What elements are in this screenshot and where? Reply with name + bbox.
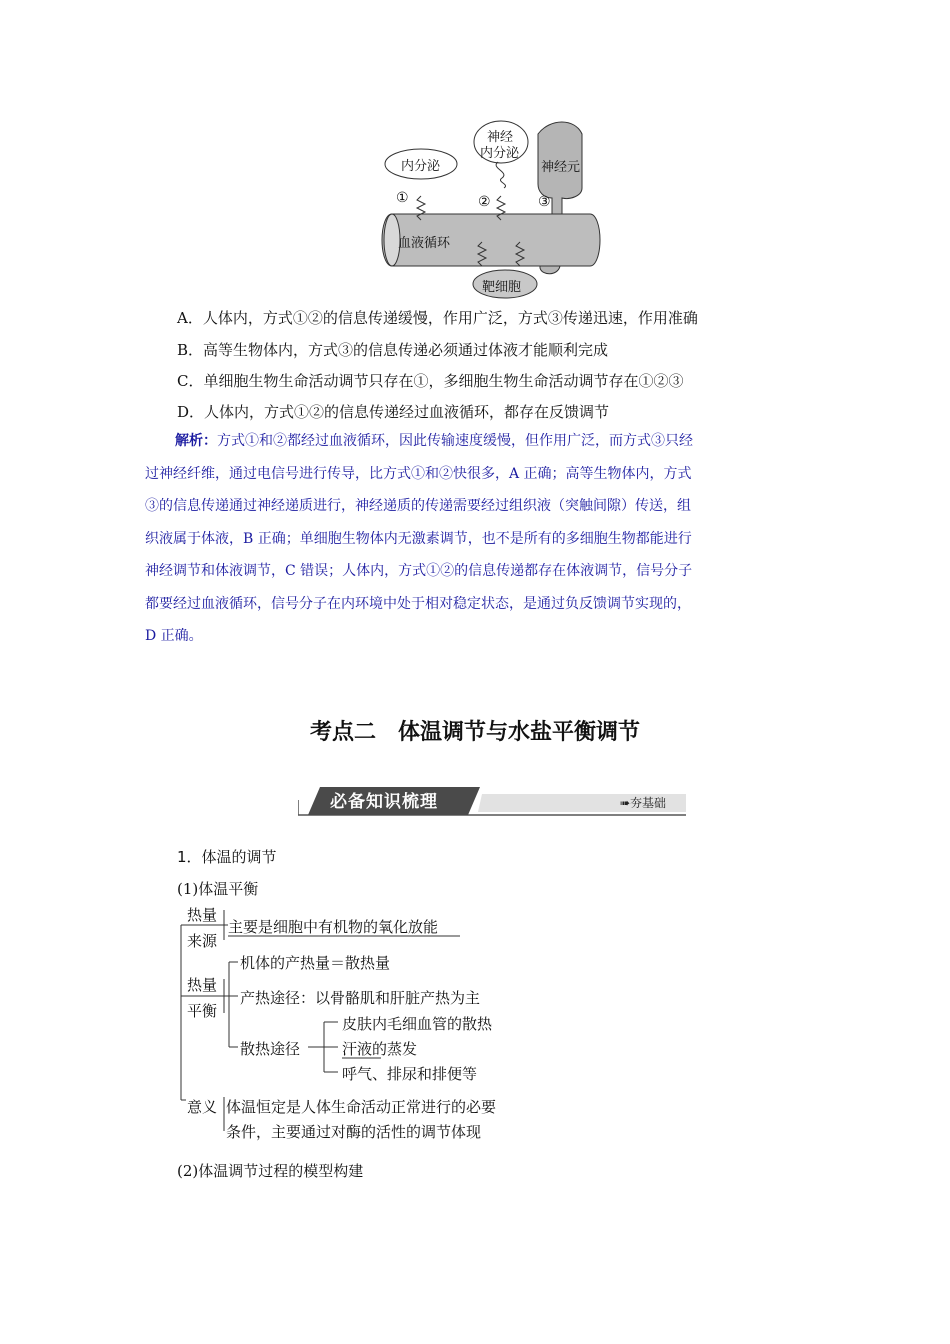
map-dissipation-2: 汗液的蒸发 [342, 1040, 418, 1058]
map-meaning-label: 意义 [187, 1098, 218, 1116]
label-neuroendocrine-1: 神经 [487, 130, 514, 145]
map-balance-item-2: 产热途径：以骨骼肌和肝脏产热为主 [240, 989, 481, 1007]
option-d: D．人体内，方式①②的信息传递经过血液循环，都存在反馈调节 [177, 403, 610, 421]
analysis-line-5: 神经调节和体液调节，C 错误；人体内，方式①②的信息传递都存在体液调节，信号分子 [145, 563, 693, 579]
label-neuroendocrine-2: 内分泌 [480, 146, 520, 161]
map-balance-1: 热量 [187, 976, 218, 994]
analysis-line-4: 织液属于体液，B 正确；单细胞生物体内无激素调节，也不是所有的多细胞生物都能进行 [145, 530, 692, 547]
analysis-line-6: 都要经过血液循环，信号分子在内环境中处于相对稳定状态，是通过负反馈调节实现的， [145, 595, 691, 612]
heading-body-temperature: 1．体温的调节 [177, 848, 277, 866]
map-dissipation-1: 皮肤内毛细血管的散热 [342, 1015, 493, 1033]
neuroendocrine-axon [496, 162, 505, 188]
map-meaning-2: 条件，主要通过对酶的活性的调节体现 [226, 1123, 482, 1141]
analysis-block [145, 425, 815, 653]
label-target: 靶细胞 [482, 280, 522, 295]
mark-2: ② [478, 194, 491, 210]
banner-subtitle: ➠夯基础 [620, 796, 667, 810]
mark-1: ① [396, 190, 409, 206]
map-heat-source-2: 来源 [187, 932, 218, 950]
map-dissipation-3: 呼气、排尿和排便等 [342, 1065, 478, 1083]
analysis-line-2: 过神经纤维，通过电信号进行传导，比方式①和②快很多，A 正确；高等生物体内，方式 [145, 465, 692, 482]
label-blood: 血液循环 [398, 236, 451, 251]
analysis-line-1 [145, 425, 815, 458]
map-meaning-1: 体温恒定是人体生命活动正常进行的必要 [226, 1098, 497, 1116]
section-title: 考点二 体温调节与水盐平衡调节 [309, 720, 640, 745]
map-heat-source-1: 热量 [187, 906, 218, 924]
analysis-line-7: D 正确。 [145, 628, 203, 644]
map-heat-source-text: 主要是细胞中有机物的氧化放能 [228, 918, 439, 936]
subheading-balance: (1)体温平衡 [177, 880, 259, 898]
analysis-line-3: ③的信息传递通过神经递质进行，神经递质的传递需要经过组织液（突触间隙）传送，组 [145, 498, 691, 514]
option-b: B．高等生物体内，方式③的信息传递必须通过体液才能顺利完成 [177, 341, 609, 359]
banner-title: 必备知识梳理 [330, 792, 438, 812]
label-endocrine: 内分泌 [401, 159, 441, 174]
analysis-text-1: 方式①和②都经过血液循环，因此传输速度缓慢，但作用广泛，而方式③只经 [217, 433, 693, 449]
option-c: C．单细胞生物生命活动调节只存在①，多细胞生物生命活动调节存在①②③ [177, 372, 684, 390]
map-dissipation-label: 散热途径 [240, 1040, 301, 1058]
map-balance-2: 平衡 [187, 1002, 218, 1020]
subheading-model: (2)体温调节过程的模型构建 [177, 1162, 364, 1180]
label-neuron: 神经元 [541, 160, 581, 175]
option-a: A．人体内，方式①②的信息传递缓慢，作用广泛，方式③传递迅速，作用准确 [177, 309, 698, 327]
signal-diagram [370, 118, 610, 303]
map-balance-item-1: 机体的产热量＝散热量 [240, 954, 391, 972]
mark-3: ③ [538, 194, 551, 210]
analysis-label: 解析： [175, 433, 217, 449]
